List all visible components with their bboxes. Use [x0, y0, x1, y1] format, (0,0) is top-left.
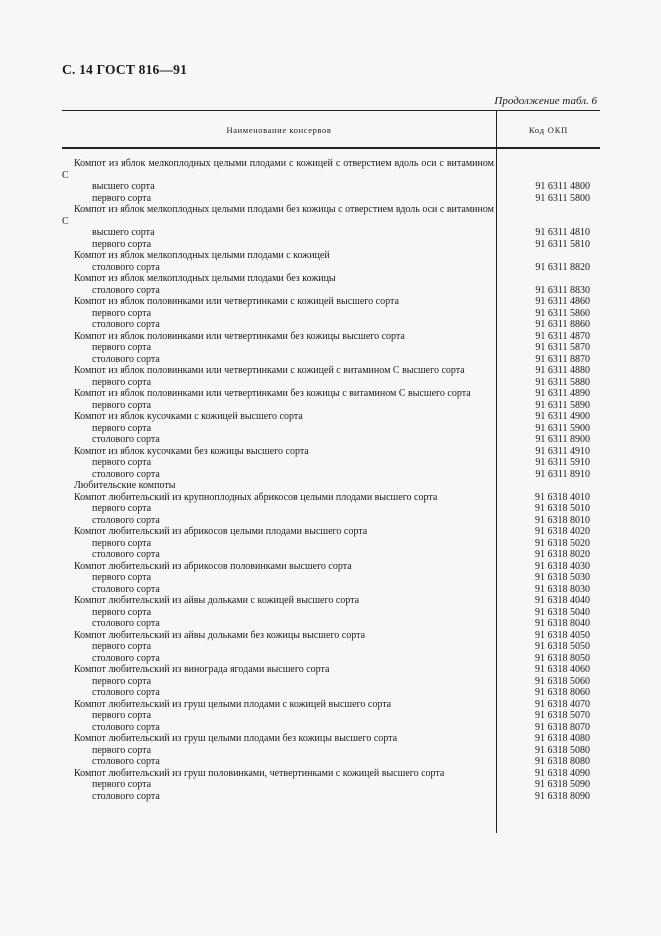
okp-code: 91 6318 4020 — [535, 526, 590, 537]
table-row — [62, 595, 600, 607]
product-name: первого сорта — [92, 422, 152, 434]
okp-code: 91 6318 5020 — [535, 537, 590, 549]
product-name: первого сорта — [92, 399, 152, 411]
product-name: Компот любительский из айвы дольками с кожицей высшего сорта — [74, 595, 360, 606]
table-row — [62, 250, 600, 262]
product-name: Компот из яблок мелкоплодных целыми плодами без кожицы с отверстием вдоль оси с витамином С — [62, 204, 494, 227]
table-row — [62, 342, 600, 354]
product-name: Компот любительский из винограда ягодами высшего сорта — [74, 664, 330, 675]
table-row — [62, 434, 600, 446]
table-row — [62, 469, 600, 481]
column-header-name: Наименование консервов — [226, 125, 332, 135]
table-row — [62, 331, 600, 343]
product-name: Компот любительский из груш целыми плодами без кожицы высшего сорта — [74, 733, 398, 744]
product-name: Компот из яблок половинками или четвертинками с кожицей с витамином С высшего сорта — [74, 365, 465, 376]
table-row — [62, 515, 600, 527]
table-row — [62, 526, 600, 538]
table-row — [62, 227, 600, 239]
product-name: Компот из яблок половинками или четвертинками с кожицей высшего сорта — [74, 296, 399, 307]
okp-code: 91 6318 4060 — [535, 664, 590, 675]
product-name: первого сорта — [92, 537, 152, 549]
okp-code: 91 6311 4810 — [535, 227, 590, 238]
okp-code: 91 6311 5910 — [535, 457, 590, 468]
product-name: первого сорта — [92, 238, 152, 250]
okp-code: 91 6311 5800 — [535, 192, 590, 204]
product-name: высшего сорта — [92, 227, 155, 238]
product-name: Компот любительский из крупноплодных абрикосов целыми плодами высшего сорта — [74, 491, 438, 503]
product-name: Компот из яблок кусочками без кожицы высшего сорта — [74, 445, 309, 457]
table-row — [62, 653, 600, 665]
okp-code: 91 6311 4900 — [535, 411, 590, 422]
table-top-rule — [62, 110, 600, 111]
okp-code: 91 6311 8910 — [535, 468, 590, 480]
table-row — [62, 607, 600, 619]
table-row — [62, 193, 600, 205]
table-row — [62, 676, 600, 688]
product-name: Компот из яблок половинками или четвертинками без кожицы с витамином С высшего сорта — [74, 388, 471, 399]
okp-code: 91 6318 5010 — [535, 503, 590, 514]
okp-code: 91 6311 4890 — [535, 388, 590, 399]
table-row — [62, 423, 600, 435]
table-continuation-label: Продолжение табл. 6 — [494, 95, 597, 107]
table-row — [62, 480, 600, 492]
table-row — [62, 549, 600, 561]
okp-code: 91 6311 5880 — [535, 376, 590, 388]
table-body — [62, 158, 600, 802]
table-row — [62, 745, 600, 757]
table-row — [62, 768, 600, 780]
okp-code: 91 6318 8020 — [535, 549, 590, 560]
table-row — [62, 779, 600, 791]
okp-code: 91 6318 5060 — [535, 675, 590, 687]
table-row — [62, 400, 600, 412]
product-name: Компот из яблок мелкоплодных целыми плодами без кожицы — [74, 273, 336, 284]
table-row — [62, 239, 600, 251]
product-name: Компот любительский из айвы дольками без кожицы высшего сорта — [74, 629, 366, 641]
product-name: первого сорта — [92, 503, 152, 514]
table-row — [62, 204, 600, 227]
okp-code: 91 6318 8010 — [535, 514, 590, 526]
page-header: С. 14 ГОСТ 816—91 — [62, 62, 188, 77]
okp-code: 91 6311 5810 — [535, 238, 590, 250]
product-name: столового сорта — [92, 434, 160, 445]
product-name: столового сорта — [92, 468, 160, 480]
product-name: Компот любительский из груш половинками, четвертинками с кожицей высшего сорта — [74, 767, 445, 779]
product-name: Любительские компоты — [74, 480, 176, 491]
product-name: столового сорта — [92, 284, 160, 296]
product-name: Компот любительский из груш целыми плодами с кожицей высшего сорта — [74, 698, 392, 710]
table-row — [62, 699, 600, 711]
table-row — [62, 296, 600, 308]
table-row — [62, 262, 600, 274]
product-name: столового сорта — [92, 514, 160, 526]
okp-code: 91 6318 5050 — [535, 641, 590, 652]
okp-code: 91 6318 5090 — [535, 779, 590, 790]
table-row — [62, 158, 600, 181]
okp-code: 91 6311 5870 — [535, 342, 590, 353]
table-row — [62, 354, 600, 366]
okp-code: 91 6311 8870 — [535, 353, 590, 365]
okp-code: 91 6311 8820 — [535, 261, 590, 273]
product-name: столового сорта — [92, 652, 160, 664]
table-row — [62, 630, 600, 642]
product-name: столового сорта — [92, 319, 160, 330]
okp-code: 91 6318 8030 — [535, 583, 590, 595]
table-row — [62, 618, 600, 630]
table-row — [62, 503, 600, 515]
okp-code: 91 6311 4870 — [535, 330, 590, 342]
okp-code: 91 6318 5080 — [535, 744, 590, 756]
product-name: первого сорта — [92, 710, 152, 721]
product-name: первого сорта — [92, 606, 152, 618]
okp-code: 91 6311 8900 — [535, 434, 590, 445]
product-name: первого сорта — [92, 779, 152, 790]
okp-code: 91 6318 8040 — [535, 618, 590, 629]
okp-code: 91 6318 5030 — [535, 572, 590, 583]
product-name: Компот любительский из абрикосов половинками высшего сорта — [74, 560, 352, 572]
table-row — [62, 285, 600, 297]
product-name: столового сорта — [92, 756, 160, 767]
okp-code: 91 6318 5040 — [535, 606, 590, 618]
table-row — [62, 664, 600, 676]
product-name: Компот любительский из абрикосов целыми плодами высшего сорта — [74, 526, 368, 537]
column-header-code: Код ОКП — [528, 125, 569, 135]
product-name: столового сорта — [92, 721, 160, 733]
table-row — [62, 411, 600, 423]
product-name: Компот из яблок кусочками с кожицей высшего сорта — [74, 411, 303, 422]
table-row — [62, 181, 600, 193]
table-header-rule — [62, 147, 600, 149]
table-row — [62, 756, 600, 768]
product-name: первого сорта — [92, 342, 152, 353]
okp-code: 91 6318 4040 — [535, 595, 590, 606]
table-row — [62, 733, 600, 745]
okp-code: 91 6311 4800 — [535, 181, 590, 192]
okp-code: 91 6311 8860 — [535, 319, 590, 330]
product-name: первого сорта — [92, 376, 152, 388]
product-name: первого сорта — [92, 641, 152, 652]
product-name: столового сорта — [92, 261, 160, 273]
table-row — [62, 457, 600, 469]
product-name: первого сорта — [92, 744, 152, 756]
okp-code: 91 6311 5890 — [535, 399, 590, 411]
okp-code: 91 6318 8090 — [535, 790, 590, 802]
table-row — [62, 377, 600, 389]
table-row — [62, 492, 600, 504]
product-name: Компот из яблок мелкоплодных целыми плодами с кожицей — [74, 250, 330, 261]
product-name: Компот из яблок половинками или четвертинками без кожицы высшего сорта — [74, 330, 405, 342]
okp-code: 91 6318 8070 — [535, 721, 590, 733]
table-row — [62, 388, 600, 400]
product-name: столового сорта — [92, 583, 160, 595]
okp-code: 91 6311 4860 — [535, 296, 590, 307]
table-row — [62, 687, 600, 699]
okp-code: 91 6311 4880 — [535, 365, 590, 376]
product-name: первого сорта — [92, 192, 152, 204]
okp-code: 91 6318 8080 — [535, 756, 590, 767]
product-name: столового сорта — [92, 353, 160, 365]
okp-code: 91 6318 5070 — [535, 710, 590, 721]
table-row — [62, 584, 600, 596]
okp-code: 91 6311 5900 — [535, 422, 590, 434]
product-name: высшего сорта — [92, 181, 155, 192]
table-row — [62, 446, 600, 458]
product-name: Компот из яблок мелкоплодных целыми плодами с кожицей с отверстием вдоль оси с витамином С — [62, 158, 494, 181]
table-row — [62, 308, 600, 320]
product-name: первого сорта — [92, 675, 152, 687]
table-row — [62, 572, 600, 584]
table-row — [62, 561, 600, 573]
product-name: столового сорта — [92, 618, 160, 629]
product-name: первого сорта — [92, 307, 152, 319]
table-row — [62, 710, 600, 722]
okp-code: 91 6318 4090 — [535, 767, 590, 779]
table-row — [62, 538, 600, 550]
product-name: первого сорта — [92, 572, 152, 583]
product-name: столового сорта — [92, 549, 160, 560]
product-name: столового сорта — [92, 790, 160, 802]
okp-code: 91 6318 8050 — [535, 652, 590, 664]
okp-code: 91 6311 8830 — [535, 284, 590, 296]
okp-code: 91 6318 4030 — [535, 560, 590, 572]
okp-code: 91 6318 4010 — [535, 491, 590, 503]
table-row — [62, 319, 600, 331]
table-row — [62, 641, 600, 653]
okp-code: 91 6318 4080 — [535, 733, 590, 744]
product-name: столового сорта — [92, 687, 160, 698]
okp-code: 91 6311 5860 — [535, 307, 590, 319]
okp-code: 91 6318 8060 — [535, 687, 590, 698]
okp-code: 91 6318 4070 — [535, 698, 590, 710]
okp-code: 91 6318 4050 — [535, 629, 590, 641]
table-row — [62, 791, 600, 803]
table-row — [62, 273, 600, 285]
okp-code: 91 6311 4910 — [535, 445, 590, 457]
table-row — [62, 722, 600, 734]
table-row — [62, 365, 600, 377]
product-name: первого сорта — [92, 457, 152, 468]
